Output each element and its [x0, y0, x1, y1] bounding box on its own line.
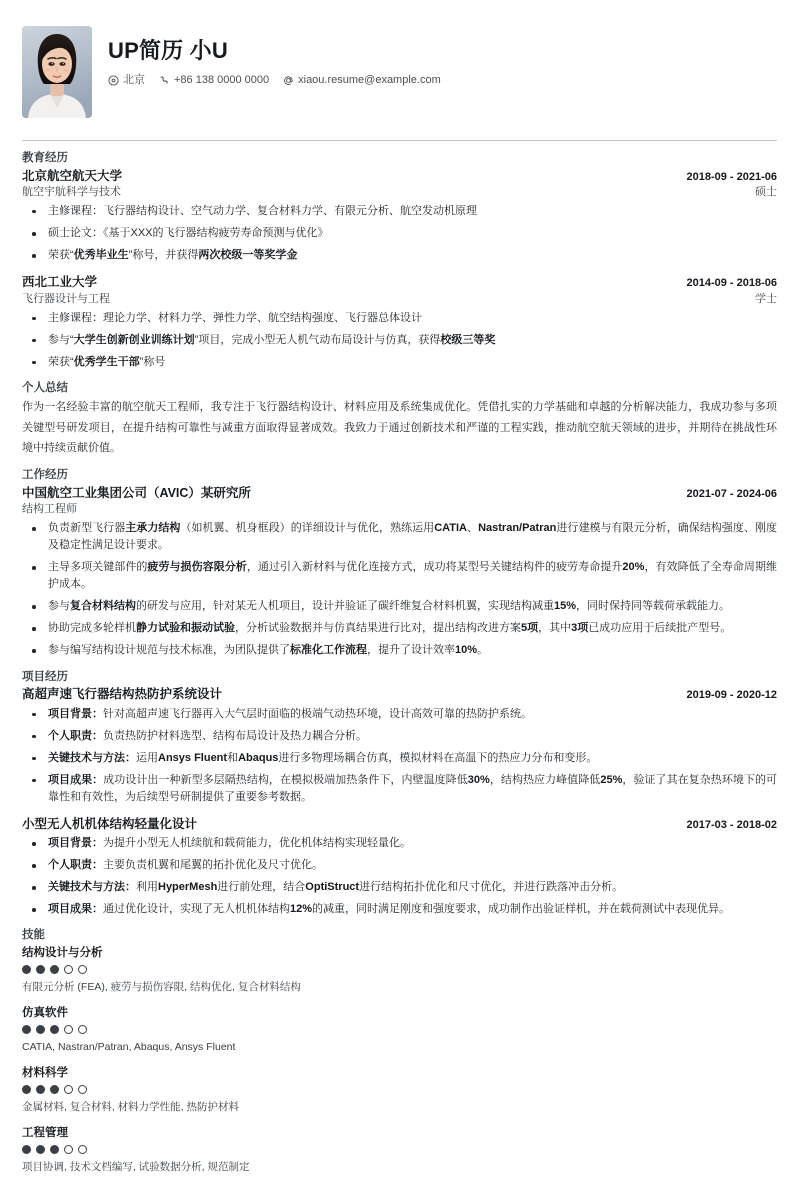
education-entry — [22, 168, 777, 265]
project-name: 小型无人机机体结构轻量化设计 — [22, 816, 198, 831]
bullet-text: 主修课程：飞行器结构设计、空气动力学、复合材料力学、有限元分析、航空发动机原理 — [48, 204, 477, 217]
skill-items: CATIA, Nastran/Patran, Abaqus, Ansys Fluent — [22, 1041, 236, 1054]
education-school: 北京航空航天大学 — [22, 168, 123, 183]
contact-email — [283, 75, 441, 86]
skill-group — [22, 1065, 777, 1116]
education-degree: 学士 — [755, 292, 777, 305]
work-entry — [22, 485, 777, 660]
education-degree: 硕士 — [755, 186, 777, 199]
skill-dot-empty — [78, 1085, 87, 1094]
list-item — [22, 247, 777, 264]
page-title: UP简历 小U — [108, 38, 228, 63]
bullet-text: 硕士论文：《基于XXX的飞行器结构疲劳寿命预测与优化》 — [48, 227, 329, 239]
work-date: 2021-07 - 2024-06 — [686, 487, 777, 500]
section-title-education: 教育经历 — [22, 152, 68, 164]
section-education — [22, 151, 777, 371]
education-date: 2014-09 - 2018-06 — [686, 277, 777, 290]
skill-dot-empty — [64, 1085, 73, 1094]
list-item — [22, 598, 777, 615]
section-title-projects: 项目经历 — [22, 670, 68, 683]
skill-dot-filled — [22, 1145, 31, 1154]
phone-icon — [159, 75, 170, 86]
list-item — [22, 559, 777, 593]
section-title-work: 工作经历 — [22, 469, 68, 482]
bullet-text: 主修课程：理论力学、材料力学、弹性力学、航空结构强度、飞行器总体设计 — [48, 311, 422, 324]
summary-text: 作为一名经验丰富的航空航天工程师，我专注于飞行器结构设计、材料应用及系统集成优化。凭借扎实的力学基础和卓越的分析解决能力，我成功参与多项关键型号研发项目，在提升结构可靠性与减重方面取得显著成效。我致力于通过创新技术和严谨的工程实践，推动航空航天领域的进步，并期待在挑战性环境中持续贡献价值。 — [22, 401, 777, 454]
header-divider — [22, 140, 777, 141]
project-name: 高超声速飞行器结构热防护系统设计 — [22, 687, 223, 702]
list-item — [22, 750, 777, 767]
project-bullets — [22, 706, 777, 806]
bullet-text: 负责新型飞行器主承力结构（如机翼、机身框段）的详细设计与优化，熟练运用CATIA、Nastran/Patran进行建模与有限元分析，确保结构强度、刚度及稳定性满足设计要求。 — [48, 522, 778, 552]
contact-list — [108, 75, 449, 86]
contact-email-text: xiaou.resume@example.com — [298, 74, 441, 87]
skill-group-name: 材料科学 — [22, 1066, 68, 1079]
skill-group-name: 结构设计与分析 — [22, 946, 103, 959]
bullet-label: 项目成果： — [48, 903, 103, 916]
skill-dot-filled — [22, 1025, 31, 1034]
skill-dot-empty — [78, 1025, 87, 1034]
education-school: 西北工业大学 — [22, 275, 98, 290]
education-bullets — [22, 203, 777, 264]
skill-dot-filled — [36, 1025, 45, 1034]
contact-phone-text: +86 138 0000 0000 — [174, 74, 270, 87]
contact-location-text: 北京 — [123, 74, 145, 87]
bullet-label: 个人职责： — [48, 859, 103, 872]
list-item — [22, 706, 777, 723]
bullet-label: 项目成果： — [48, 773, 104, 786]
skill-dot-filled — [50, 965, 59, 974]
section-title-skills: 技能 — [22, 929, 45, 942]
education-date: 2018-09 - 2021-06 — [686, 170, 777, 183]
project-entry — [22, 816, 777, 919]
list-item — [22, 835, 777, 852]
skill-level-dots — [22, 965, 777, 974]
education-bullets — [22, 310, 777, 371]
section-skills — [22, 928, 777, 1176]
avatar — [22, 26, 92, 118]
bullet-text: 利用HyperMesh进行前处理，结合OptiStruct进行结构拓扑优化和尺寸优化，并进行跌落冲击分析。 — [136, 881, 624, 894]
skill-group — [22, 1125, 777, 1176]
header-text-block — [108, 26, 449, 86]
list-item — [22, 310, 777, 327]
bullet-text: 参与复合材料结构的研发与应用，针对某无人机项目，设计并验证了碳纤维复合材料机翼，实现结构减重15%，同时保持同等载荷承载能力。 — [48, 600, 731, 613]
skill-dot-empty — [78, 965, 87, 974]
skill-level-dots — [22, 1025, 777, 1034]
bullet-text: 主要负责机翼和尾翼的拓扑优化及尺寸优化。 — [103, 859, 323, 872]
project-date: 2019-09 - 2020-12 — [686, 689, 777, 702]
skill-dot-filled — [36, 1085, 45, 1094]
skill-dot-filled — [22, 1085, 31, 1094]
list-item — [22, 879, 777, 896]
skill-items: 金属材料, 复合材料, 材料力学性能, 热防护材料 — [22, 1101, 240, 1114]
bullet-text: 针对高超声速飞行器再入大气层时面临的极端气动热环境，设计高效可靠的热防护系统。 — [103, 707, 532, 720]
list-item — [22, 620, 777, 637]
skill-level-dots — [22, 1145, 777, 1154]
bullet-label: 项目背景： — [48, 837, 103, 850]
bullet-text: 运用Ansys Fluent和Abaqus进行多物理场耦合仿真，模拟材料在高温下的热应力分布和变形。 — [136, 751, 598, 764]
list-item — [22, 901, 777, 918]
skill-dot-empty — [64, 1025, 73, 1034]
location-pin-icon — [108, 75, 119, 86]
section-title-summary: 个人总结 — [22, 381, 68, 394]
skill-dot-filled — [50, 1025, 59, 1034]
list-item — [22, 332, 777, 349]
section-summary — [22, 381, 777, 459]
bullet-text: 成功设计出一种新型多层隔热结构，在模拟极端加热条件下，内壁温度降低30%，结构热应力峰值降低25%，验证了其在复杂热环境下的可靠性和有效性，为后续型号研制提供了重要参考数据。 — [48, 773, 778, 803]
skill-dot-empty — [64, 965, 73, 974]
contact-phone — [159, 75, 269, 86]
bullet-text: 参与“大学生创新创业训练计划”项目，完成小型无人机气动布局设计与仿真，获得校级三等奖 — [48, 333, 496, 346]
list-item — [22, 354, 777, 371]
list-item — [22, 642, 777, 659]
bullet-text: 荣获“优秀学生干部”称号 — [48, 355, 166, 368]
contact-location — [108, 75, 145, 86]
skill-dot-filled — [36, 965, 45, 974]
work-role: 结构工程师 — [22, 503, 77, 516]
skill-dot-filled — [50, 1145, 59, 1154]
section-projects — [22, 670, 777, 919]
education-major: 航空宇航科学与技术 — [22, 186, 121, 199]
skill-group — [22, 945, 777, 996]
bullet-label: 项目背景： — [48, 707, 103, 720]
list-item — [22, 203, 777, 220]
bullet-text: 负责热防护材料选型、结构布局设计及热力耦合分析。 — [103, 729, 367, 742]
resume-header — [22, 22, 777, 118]
bullet-text: 参与编写结构设计规范与技术标准，为团队提供了标准化工作流程，提升了设计效率10%。 — [48, 644, 489, 657]
list-item — [22, 857, 777, 874]
education-major: 飞行器设计与工程 — [22, 292, 110, 305]
skill-dot-empty — [78, 1145, 87, 1154]
work-bullets — [22, 520, 777, 659]
skill-items: 项目协调, 技术文档编写, 试验数据分析, 规范制定 — [22, 1161, 250, 1174]
bullet-text: 协助完成多轮样机静力试验和振动试验，分析试验数据并与仿真结果进行比对，提出结构改进方案5项，其中3项已成功应用于后续批产型号。 — [48, 622, 732, 635]
bullet-label: 关键技术与方法： — [48, 881, 136, 894]
bullet-text: 荣获“优秀毕业生”称号，并获得两次校级一等奖学金 — [48, 249, 298, 262]
list-item — [22, 728, 777, 745]
education-entry — [22, 274, 777, 371]
skill-level-dots — [22, 1085, 777, 1094]
bullet-label: 个人职责： — [48, 729, 103, 742]
project-entry — [22, 686, 777, 806]
project-date: 2017-03 - 2018-02 — [686, 818, 777, 831]
skill-dot-filled — [36, 1145, 45, 1154]
section-work — [22, 468, 777, 659]
work-company: 中国航空工业集团公司（AVIC）某研究所 — [22, 485, 251, 500]
bullet-text: 通过优化设计，实现了无人机机体结构12%的减重，同时满足刚度和强度要求，成功制作出验证样机，并在载荷测试中表现优异。 — [103, 903, 731, 916]
at-email-icon — [283, 75, 294, 86]
skill-group-name: 仿真软件 — [22, 1006, 68, 1019]
skill-dot-filled — [50, 1085, 59, 1094]
bullet-label: 关键技术与方法： — [48, 751, 136, 764]
skill-group-name: 工程管理 — [22, 1126, 68, 1139]
list-item — [22, 772, 777, 806]
skill-dot-filled — [22, 965, 31, 974]
skill-group — [22, 1005, 777, 1056]
skill-items: 有限元分析 (FEA), 疲劳与损伤容限, 结构优化, 复合材料结构 — [22, 981, 301, 994]
skill-dot-empty — [64, 1145, 73, 1154]
list-item — [22, 225, 777, 242]
list-item — [22, 520, 777, 554]
project-bullets — [22, 835, 777, 918]
bullet-text: 主导多项关键部件的疲劳与损伤容限分析，通过引入新材料与优化连接方式，成功将某型号关键结构件的疲劳寿命提升20%，有效降低了全寿命周期维护成本。 — [48, 561, 778, 591]
bullet-text: 为提升小型无人机续航和载荷能力，优化机体结构实现轻量化。 — [103, 837, 411, 850]
